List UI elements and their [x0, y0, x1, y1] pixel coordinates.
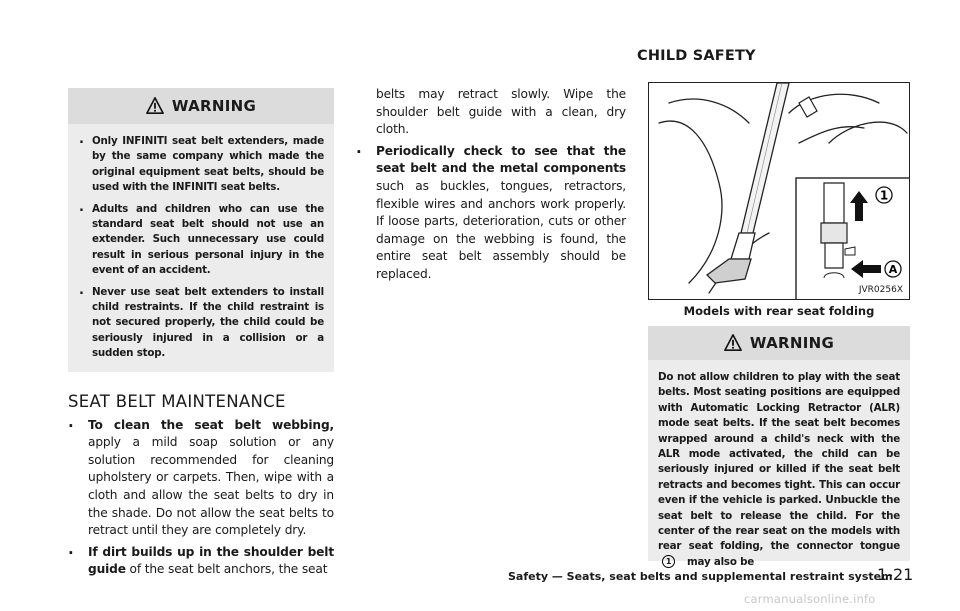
warning-text: Do not allow children to play with the seat belts. Most seating positions are equipped with Automatic Locking Retractor (ALR) mode seat belts. If the seat belt becomes wrapped around a child's neck with the ALR mode activated, the child can be seriously injured or killed if the seat belt retracts and becomes tight. This can occur even if the vehicle is parked. Unbuckle the seat belt to release the child. For the center of the rear seat on the models with rear seat folding, the connector tongue — [658, 371, 900, 553]
maintenance-list-continued — [356, 86, 626, 284]
maintenance-item-lead: To clean the seat belt webbing, — [88, 417, 334, 432]
maintenance-item-lead: Periodically check to see that the seat belt and the metal components — [376, 143, 626, 176]
warning-header — [68, 88, 334, 124]
footer-section: Safety — Seats, seat belts and supplemental restraint system — [508, 570, 893, 583]
warning-title: WARNING — [749, 334, 835, 352]
maintenance-item-text: such as buckles, tongues, retractors, flexible wires and anchors work properly. If loose parts, deterioration, cuts or other damage on the webbing is found, the entire seat belt assembly should be replaced. — [376, 178, 626, 281]
warning-header — [648, 326, 910, 360]
maintenance-item — [68, 417, 334, 540]
callout-1-label: 1 — [879, 188, 889, 203]
warning-title: WARNING — [171, 97, 257, 115]
seat-belt-illustration — [649, 83, 910, 300]
maintenance-item-lead: If dirt builds up in the shoulder belt guide — [88, 544, 334, 577]
column-left — [68, 88, 334, 583]
warning-box-extenders — [68, 88, 334, 372]
maintenance-item — [356, 143, 626, 284]
warning-item: . Never use seat belt extenders to install child restraints. If the child restraint is not secured properly, the child could be seriously injured in a collision or a sudden stop. — [78, 285, 324, 362]
warning-item: . Adults and children who can use the standard seat belt should not use an extender. Such unnecessary use could result in serious personal injury in the event of an accident. — [78, 202, 324, 279]
page-section-title: CHILD SAFETY — [637, 48, 756, 64]
seat-belt-figure — [648, 82, 910, 300]
maintenance-item-text: apply a mild soap solution or any solution recommended for cleaning upholstery or carpets. Then, wipe with a cloth and allow the seat belts to dry in the shade. Do not allow the seat belts to retract until they are completely dry. — [88, 435, 334, 538]
callout-a-label: A — [888, 263, 898, 276]
section-heading: SEAT BELT MAINTENANCE — [68, 391, 286, 411]
maintenance-item — [68, 544, 334, 579]
warning-list — [78, 134, 324, 362]
warning-item: . Only INFINITI seat belt extenders, made by the same company which made the original equipment seat belts, should be used with the INFINITI seat belts. — [78, 134, 324, 196]
figure-code: JVR0256X — [858, 285, 903, 295]
maintenance-list — [68, 417, 334, 579]
warning-box-children — [648, 326, 910, 568]
maintenance-continuation: belts may retract slowly. Wipe the shoulder belt guide with a clean, dry cloth. — [376, 87, 626, 137]
watermark: carmanualsonline.info — [744, 592, 876, 606]
warning-text-tail: may also be — [687, 555, 755, 568]
page-number: 1-21 — [877, 565, 914, 584]
warning-paragraph — [658, 370, 900, 570]
connector-tongue-marker: 1 — [662, 555, 675, 568]
column-middle — [356, 86, 626, 288]
maintenance-item-text: of the seat belt anchors, the seat — [125, 562, 328, 577]
warning-triangle-icon — [724, 334, 742, 352]
warning-triangle-icon — [146, 97, 164, 115]
figure-caption: Models with rear seat folding — [683, 304, 875, 318]
